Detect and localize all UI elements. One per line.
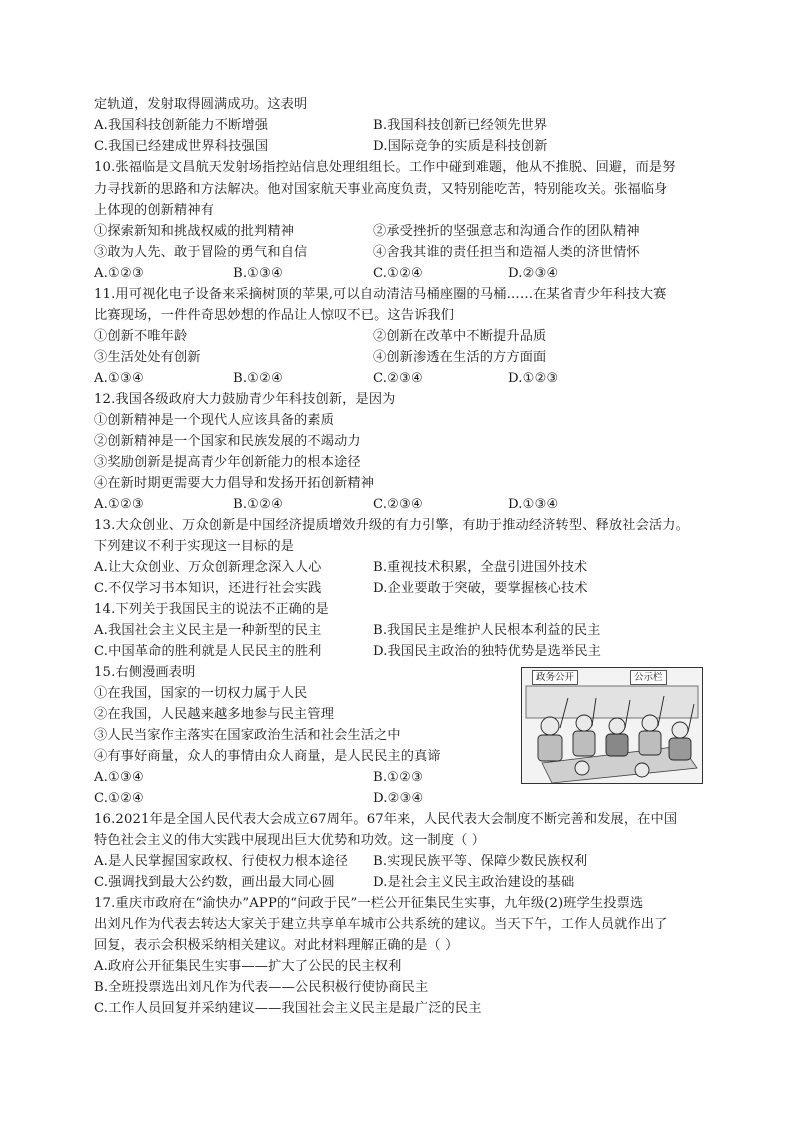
q11-option-c: C.②③④ — [373, 371, 424, 386]
q9-option-a: A.我国科技创新能力不断增强 — [94, 118, 269, 133]
q11-stem-line1: 11.用可视化电子设备来采摘树顶的苹果,可以自动清洁马桶座圈的马桶……在某省青少年科技大赛 — [94, 287, 667, 302]
q14-option-b: B.我国民主是维护人民根本利益的民主 — [373, 623, 601, 638]
q9-option-d: D.国际竞争的实质是科技创新 — [373, 139, 548, 154]
q13-stem-line2: 下列建议不利于实现这一目标的是 — [94, 539, 295, 554]
q11-statement-2: ②创新在改革中不断提升品质 — [373, 329, 547, 344]
q15-statement-1: ①在我国，国家的一切权力属于人民 — [94, 686, 308, 701]
q16-option-a: A.是人民掌握国家政权、行使权力根本途径 — [94, 854, 349, 869]
q11-stem-line2: 比赛现场，一件件奇思妙想的作品让人惊叹不已。这告诉我们 — [94, 308, 455, 323]
q10-option-c: C.①②④ — [373, 266, 424, 281]
cartoon-sign-bulletin: 公示栏 — [630, 670, 667, 685]
q17-option-a: A.政府公开征集民生实事——扩大了公民的民主权利 — [94, 959, 402, 974]
q15-option-a: A.①③④ — [94, 770, 144, 785]
q15-option-b: B.①②③ — [373, 770, 424, 785]
q10-statement-3: ③敢为人先、敢于冒险的勇气和自信 — [94, 245, 308, 260]
q14-option-d: D.我国民主政治的独特优势是选举民主 — [373, 644, 601, 659]
q9-option-b: B.我国科技创新已经领先世界 — [373, 118, 548, 133]
q11-statement-3: ③生活处处有创新 — [94, 350, 201, 365]
q17-option-b: B.全班投票选出刘凡作为代表——公民积极行使协商民主 — [94, 980, 429, 995]
q12-option-d: D.①③④ — [508, 497, 559, 512]
q13-option-c: C.不仅学习书本知识，还进行社会实践 — [94, 581, 322, 596]
q13-option-b: B.重视技术积累，全盘引进国外技术 — [373, 560, 588, 575]
q16-stem-line2: 特色社会主义的伟大实践中展现出巨大优势和功效。这一制度（ ） — [94, 833, 486, 848]
q10-option-a: A.①②③ — [94, 266, 144, 281]
q14-stem: 14.下列关于我国民主的说法不正确的是 — [94, 602, 329, 617]
q12-option-a: A.①②③ — [94, 497, 144, 512]
q15-statement-4: ④有事好商量，众人的事情由众人商量，是人民民主的真谛 — [94, 749, 441, 764]
q15-option-c: C.①②④ — [94, 791, 145, 806]
q14-option-c: C.中国革命的胜利就是人民民主的胜利 — [94, 644, 322, 659]
q15-stem: 15.右侧漫画表明 — [94, 665, 196, 680]
q13-option-a: A.让大众创业、万众创新理念深入人心 — [94, 560, 322, 575]
q15-statement-3: ③人民当家作主落实在国家政治生活和社会生活之中 — [94, 728, 401, 743]
q16-option-c: C.强调找到最大公约数，画出最大同心圆 — [94, 875, 335, 890]
q10-statement-2: ②承受挫折的坚强意志和沟通合作的团队精神 — [373, 224, 640, 239]
q10-stem-line3: 上体现的创新精神有 — [94, 203, 215, 218]
q13-option-d: D.企业要敢于突破，要掌握核心技术 — [373, 581, 588, 596]
cartoon-sign-government-affairs: 政务公开 — [532, 670, 578, 685]
q9-option-c: C.我国已经建成世界科技强国 — [94, 139, 269, 154]
q12-option-c: C.②③④ — [373, 497, 424, 512]
q11-statement-1: ①创新不唯年龄 — [94, 329, 188, 344]
q11-statement-4: ④创新渗透在生活的方方面面 — [373, 350, 547, 365]
q17-stem-line1: 17.重庆市政府在“渝快办”APP的“问政于民”一栏公开征集民生实事，九年级(2)班学生投票选 — [94, 896, 644, 911]
q16-stem-line1: 16.2021年是全国人民代表大会成立67周年。67年来，人民代表大会制度不断完善和发展，在中国 — [94, 812, 678, 827]
q10-statement-4: ④舍我其谁的责任担当和造福人类的济世情怀 — [373, 245, 640, 260]
q12-statement-3: ③奖励创新是提高青少年创新能力的根本途径 — [94, 455, 361, 470]
cartoon-drawing-icon — [522, 668, 702, 783]
q16-option-b: B.实现民族平等、保障少数民族权利 — [373, 854, 588, 869]
q13-stem-line1: 13.大众创业、万众创新是中国经济提质增效升级的有力引擎，有助于推动经济转型、释放社会活力。 — [94, 518, 689, 533]
q15-statement-2: ②在我国，人民越来越多地参与民主管理 — [94, 707, 335, 722]
q11-option-b: B.①②④ — [233, 371, 284, 386]
democracy-cartoon — [521, 667, 703, 784]
q12-stem: 12.我国各级政府大力鼓励青少年科技创新，是因为 — [94, 392, 396, 407]
q10-statement-1: ①探索新知和挑战权威的批判精神 — [94, 224, 295, 239]
q12-statement-1: ①创新精神是一个现代人应该具备的素质 — [94, 413, 335, 428]
q16-option-d: D.是社会主义民主政治建设的基础 — [373, 875, 575, 890]
q10-stem-line1: 10.张福临是文昌航天发射场指控站信息处理组组长。工作中碰到难题，他从不推脱、回避，而是努 — [94, 160, 676, 175]
q15-option-d: D.②③④ — [373, 791, 424, 806]
q17-stem-line3: 回复，表示会积极采纳相关建议。对此材料理解正确的是（ ） — [94, 938, 459, 953]
q17-option-c: C.工作人员回复并采纳建议——我国社会主义民主是最广泛的民主 — [94, 1001, 482, 1016]
q9-stem-end: 定轨道，发射取得圆满成功。这表明 — [94, 97, 308, 112]
q10-option-b: B.①③④ — [233, 266, 284, 281]
q10-option-d: D.②③④ — [508, 266, 559, 281]
q12-statement-2: ②创新精神是一个国家和民族发展的不竭动力 — [94, 434, 361, 449]
q12-option-b: B.①②④ — [233, 497, 284, 512]
q10-stem-line2: 力寻找新的思路和方法解决。他对国家航天事业高度负责，又特别能吃苦，特别能攻关。张福临身 — [94, 182, 668, 197]
q14-option-a: A.我国社会主义民主是一种新型的民主 — [94, 623, 322, 638]
q17-stem-line2: 出刘凡作为代表去转达大家关于建立共享单车城市公共系统的建议。当天下午，工作人员就作出了 — [94, 917, 668, 932]
q11-option-d: D.①②③ — [508, 371, 559, 386]
q11-option-a: A.①③④ — [94, 371, 144, 386]
q12-statement-4: ④在新时期更需要大力倡导和发扬开拓创新精神 — [94, 476, 375, 491]
